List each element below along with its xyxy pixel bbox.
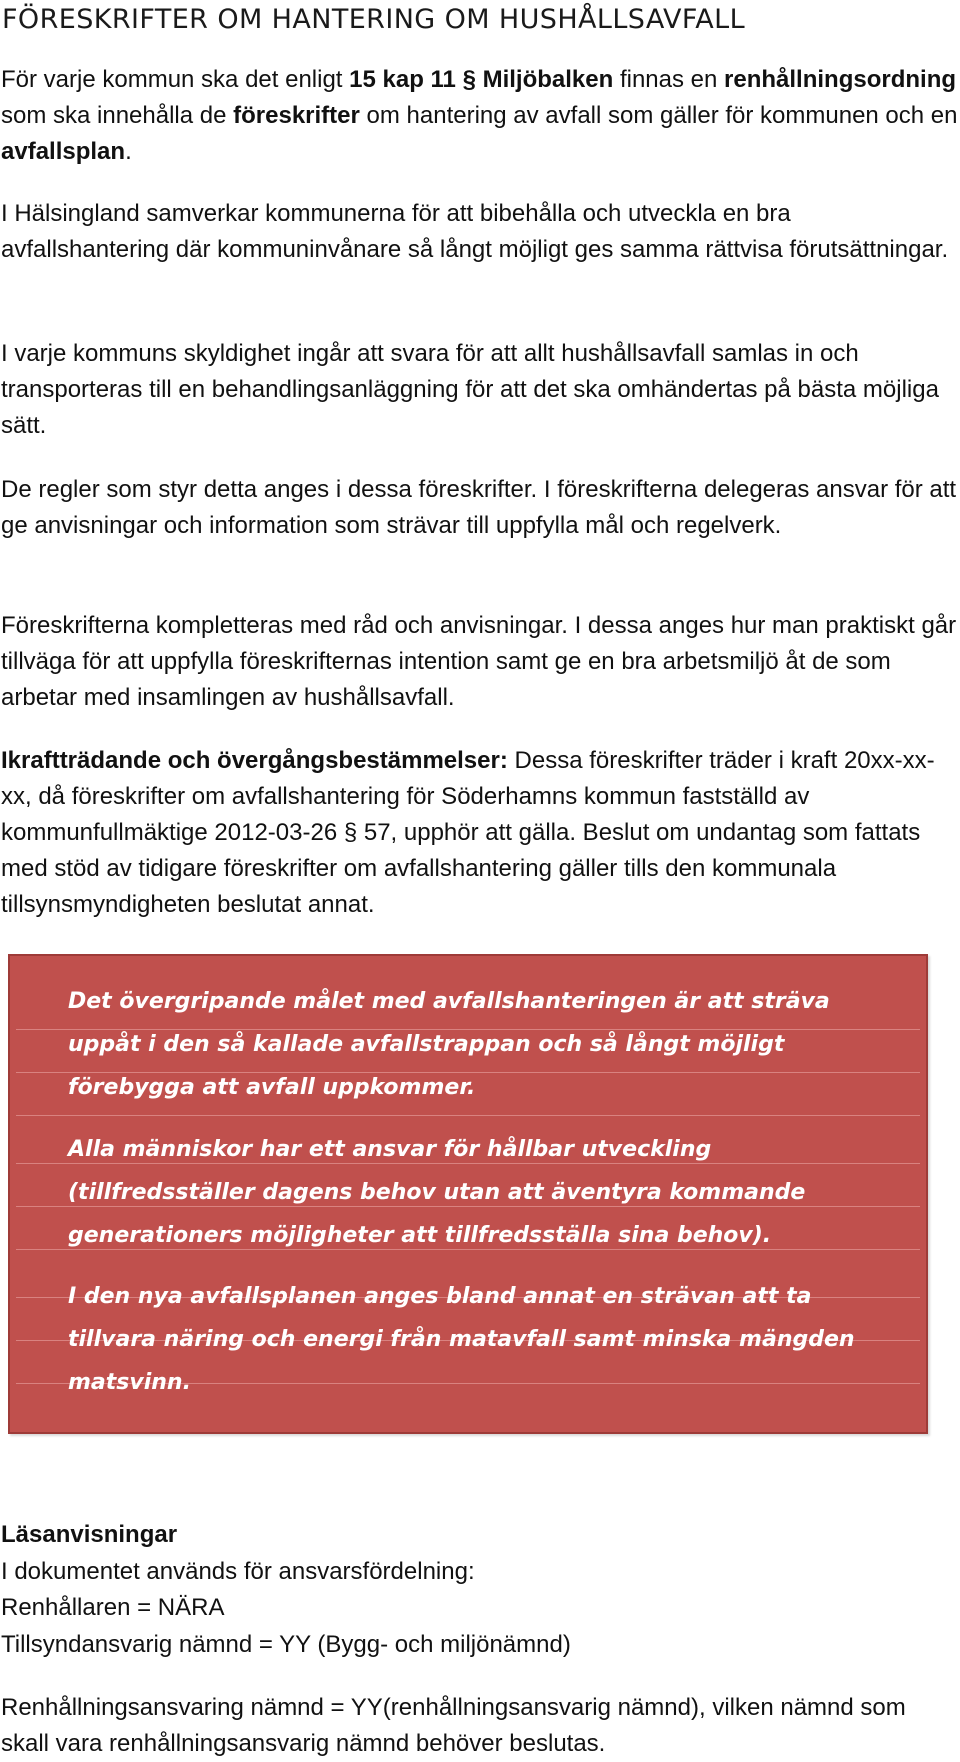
paragraph-halsingland: I Hälsingland samverkar kommunerna för att bibehålla och utveckla en bra avfallshantering där kommuninvånare så långt möjligt ges samma rättvisa förutsättningar. — [1, 200, 949, 263]
reading-guide-final: Renhållningsansvaring nämnd = YY(renhållningsansvarig nämnd), vilken nämnd som skall vara renhållningsansvarig nämnd behöver beslutas. — [1, 1694, 906, 1757]
intro-text: finnas en — [613, 66, 725, 93]
intro-text: om hantering av avfall som gäller för kommunen och en — [359, 102, 958, 129]
highlight-item-sustainability: Alla människor har ett ansvar för hållbar utveckling (tillfredsställer dagens behov utan att äventyra kommande generationers möjligheter att tillfredsställa sina behov). — [68, 1137, 806, 1248]
page-title: FÖRESKRIFTER OM HANTERING OM HUSHÅLLSAVFALL — [2, 4, 746, 35]
reading-guide-line: Renhållaren = NÄRA — [1, 1594, 225, 1621]
paragraph-kommun-skyldighet: I varje kommuns skyldighet ingår att svara för att allt hushållsavfall samlas in och transporteras till en behandlingsanläggning för att det ska omhändertas på bästa möjliga sätt. — [1, 340, 939, 439]
law-reference: 15 kap 11 § Miljöbalken — [349, 66, 614, 93]
paragraph-rad-anvisningar: Föreskrifterna kompletteras med råd och anvisningar. I dessa anges hur man praktiskt går tillväga för att uppfylla föreskrifternas intention samt ge en bra arbetsmiljö åt de som arbetar med insamlingen av hushållsavfall. — [1, 612, 957, 711]
reading-guide-line: Tillsyndansvarig nämnd = YY (Bygg- och miljönämnd) — [1, 1631, 571, 1658]
intro-text: . — [125, 138, 132, 165]
ikrafttradande-text: Dessa föreskrifter träder i kraft 20xx-xx-xx, då föreskrifter om avfallshantering för Söderhamns kommun fastställd av kommunfullmäktige 2012-03-26 § 57, upphör att gälla. Beslut om undantag som fattats med stöd av tidigare föreskrifter om avfallshantering gäller tills den kommunala tillsynsmyndigheten beslutat annat. — [1, 747, 935, 918]
term-avfallsplan: avfallsplan — [1, 138, 126, 165]
intro-text: För varje kommun ska det enligt — [1, 66, 350, 93]
reading-guide-line: I dokumentet används för ansvarsfördelning: — [1, 1558, 475, 1585]
paragraph-ikrafttradande — [1, 743, 959, 923]
reading-guide-heading: Läsanvisningar — [1, 1521, 178, 1548]
intro-text: som ska innehålla de — [1, 102, 234, 129]
intro-paragraph — [1, 62, 959, 170]
ikrafttradande-label: Ikraftträdande och övergångsbestämmelser: — [1, 747, 508, 774]
term-foreskrifter: föreskrifter — [233, 102, 360, 129]
paragraph-regler: De regler som styr detta anges i dessa föreskrifter. I föreskrifterna delegeras ansvar för att ge anvisningar och information som strävar till uppfylla mål och regelverk. — [1, 476, 957, 539]
highlight-item-food-waste: I den nya avfallsplanen anges bland annat en strävan att ta tillvara näring och energi från matavfall samt minska mängden matsvinn. — [68, 1284, 855, 1395]
term-renhallningsordning: renhållningsordning — [724, 66, 957, 93]
highlight-item-goal: Det övergripande målet med avfallshanteringen är att sträva uppåt i den så kallade avfallstrappan och så långt möjligt förebygga att avfall uppkommer. — [68, 989, 830, 1100]
